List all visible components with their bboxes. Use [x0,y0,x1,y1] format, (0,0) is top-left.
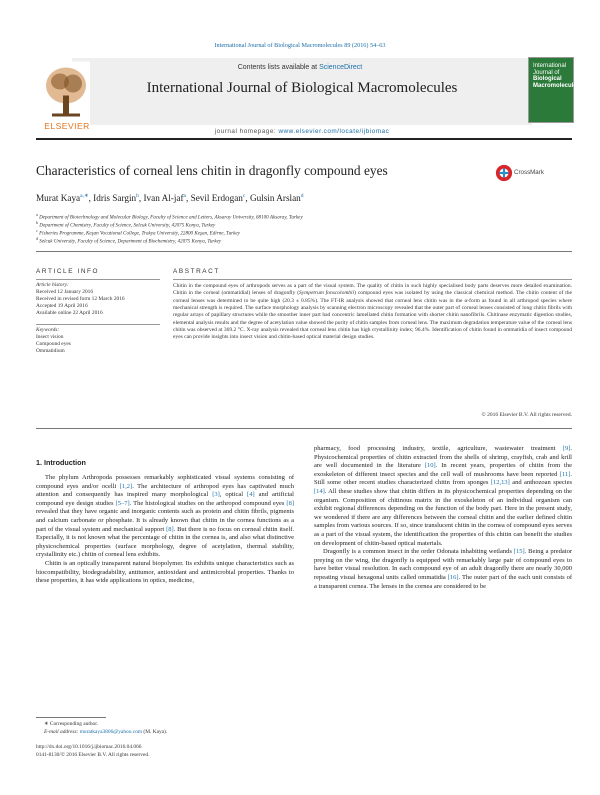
doi-link[interactable]: http://dx.doi.org/10.1016/j.ijbiomac.2016.04.066 [36,744,142,750]
keywords-rule [36,324,160,325]
issn-copyright: 0141-8130/© 2016 Elsevier B.V. All rights reserved. [36,752,150,758]
author-list [36,193,304,203]
section-heading-introduction: 1. Introduction [36,458,86,467]
affiliation-b: $^b$ Department of Chemistry, Faculty of Science, Selcuk University, 42075 Konya, Turkey [36,220,216,229]
author-affiliation-marker[interactable]: b [136,193,139,199]
journal-citation[interactable]: International Journal of Biological Macromolecules 89 (2016) 54–63 [214,42,386,49]
intro-right-column: pharmacy, food processing industry, textile, agriculture, wastewater treatment [9]. Physicochemical properties of chitin extracted from the shells of shrimp, crayfish, crab and krill are well documented in the literature [10]. In recent years, properties of chitin from the exoskeleton of different insect species and the cell wall of mushrooms have been reported [11]. Still some other recent studies characterized chitin from sponges [12,13] and anthozoan species [14]. All these studies show that chitin differs in its physicochemical properties depending on the organism. Composition of chitinous matrix in the exoskeleton of an individual organism can exhibit regional differences depending on the function of the body part. Here in the present study, we wondered if there are any differences between the corneal chitin and the earlier defined chitin samples from various sources. If so, since translucent chitin in the cornea of compound eyes serves as a part of the visual system, the identification the properties of this chitin can benefit the studies on development of chitin-based optical materials. Dragonfly is a common insect in the order Odonata inhabiting wetlands [15]. Being a predator preying on the wing, the dragonfly is equipped with remarkably large pair of compound eyes to have better visual resolution. In each compound eye of an adult dragonfly there are nearly 30,000 repeating visual hexagonal units called ommatidia [16]. The outer part of the each unit consists of a transparent cornea. The lenses in the cornea are considered to be [314,445,572,590]
author-affiliation-marker[interactable]: d [300,193,304,199]
article-info-heading: ARTICLE INFO [36,268,100,275]
author-separator: , [186,193,191,204]
author-separator: , [245,193,250,204]
author-affiliation-marker[interactable]: a,∗ [80,193,89,199]
author-name[interactable]: Ivan Al-jaf [143,193,184,204]
journal-cover-thumbnail[interactable]: International Journal of Biological Macromolecules [528,57,574,123]
article-history: Article history: Received 12 January 2016 Received in revised form 12 March 2016 Accepted 19 April 2016 Available online 22 April 2016 [36,282,125,317]
author-name[interactable]: Gulsin Arslan [249,193,301,204]
citation-link[interactable]: [9] [562,445,571,452]
contents-available: Contents lists available at ScienceDirect [237,64,363,71]
abstract-heading: ABSTRACT [173,268,220,275]
article-info-rule [36,279,160,280]
journal-homepage: journal homepage: www.elsevier.com/locate/ijbiomac [214,128,390,135]
citation-link[interactable]: [8] [166,525,174,533]
intro-left-column: The phylum Arthropoda possesses remarkably sophisticated visual systems consisting of compound eyes and/or ocelli [1,2]. The architecture of arthropod eyes has captivated much attention and consequently has inspired many morphological [3], optical [4] and artificial compound eye design studies [5–7]. The histological studies on the arthropod compound eyes [8] revealed that they have organic and inorganic contents such as protein and chitin fibrils, pigments and calcium carbonate or phosphate. It is already known that chitin in the cornea functions as a part of the visual system and mechanical support [8]. But there is no focus on corneal chitin itself. Especially, it is not known what the percentage of chitin in the cornea is, and also what distinctive physicochemical properties (surface morphology, degree of acetylation, thermal stability, crystallinity etc.) chitin of corneal lens exhibits. Chitin is an optically transparent natural biopolymer. Its exhibits unique characteristics such as biocompatibility, biodegradability, antitumor, antioxidant and antimicrobial properties. Thanks to these properties, it has wide applications in optics, medicine, [36,474,294,585]
corresponding-author-note: ∗ Corresponding author. [44,721,99,727]
citation-link[interactable]: [5–7] [115,499,130,507]
keyword: Compound eyes [36,341,71,348]
citation-link[interactable]: [8] [286,499,294,507]
sciencedirect-link[interactable]: ScienceDirect [319,64,363,71]
header-divider [36,138,572,140]
citation-link[interactable]: [1,2] [119,482,133,490]
author-separator: , [138,193,144,204]
author-affiliation-marker[interactable]: a [183,193,186,199]
crossmark-label[interactable]: CrossMark [514,169,544,176]
keyword: Ommatidium [36,348,65,355]
citation-link[interactable]: [3] [212,491,220,499]
footnote-rule [36,717,106,718]
affiliation-c: $^c$ Fisheries Programme, Keşan Vocational College, Trakya University, 22800 Keşan, Edirne, Turkey [36,228,240,237]
keywords-block: Keywords: Insect vision Compound eyes Ommatidium [36,327,71,355]
citation-link[interactable]: [16] [447,573,459,581]
email-link[interactable]: muratkaya3806@yahoo.com [79,729,143,735]
journal-name: International Journal of Biological Macromolecules [146,80,458,96]
citation-link[interactable]: [12,13] [490,479,510,487]
affiliation-a: $^a$ Department of Biotechnology and Molecular Biology, Faculty of Science and Letters, Aksaray University, 68100 Aksaray, Turkey [36,212,303,221]
affiliation-divider [36,251,572,252]
elsevier-tree-logo [42,57,90,130]
crossmark-icon[interactable] [495,164,513,182]
affiliation-d: $^d$ Selcuk University, Faculty of Science, Department of Biochemistry, 42075 Konya, Turkey [36,236,222,245]
author-name[interactable]: Murat Kaya [36,193,81,204]
homepage-url-link[interactable]: www.elsevier.com/locate/ijbiomac [278,128,390,135]
author-affiliation-marker[interactable]: c [242,193,246,199]
author-name[interactable]: Idris Sargin [93,193,137,204]
citation-link[interactable]: [10] [424,462,436,470]
author-separator: , [88,193,94,204]
citation-link[interactable]: [11] [559,470,571,478]
email-note: E-mail address: muratkaya3806@yahoo.com (M. Kaya). [44,729,168,735]
citation-link[interactable]: [4] [247,491,255,499]
citation-link[interactable]: [14] [314,487,325,495]
elsevier-wordmark: ELSEVIER [44,121,90,131]
abstract-body: Chitin in the compound eyes of arthropods serves as a part of the visual system. The quality of chitin in such highly specialised body parts deserves more detailed examination. Chitin in the corneal (ommatidial) lenses of dragonfly (Sympetrum fonscolombii) compound eyes was isolated by using the classical chemical method. The chitin content of the corneal lenses was determined to be quite high (20.3 ± 0.85%). The FT-IR analysis showed that corneal lens chitin was in the α-form as found in all arthropod species where mechanical strength is required. The surface morphology analysis by scanning electron microscopy revealed that the outer part of corneal lenses consisted of long chitin fibrils with regular arrays of papillary structures while the smoother inner part had concentric lamellated chitin formation with shorter chitin nanofibrils. Chitinase enzymatic digestion studies, elemental analysis results and the degree of acetylation value showed the purity of chitin samples from corneal lens. The maximum degradation temperature value of the corneal lens chitin was observed at 369.2 °C. X-ray analysis revealed that corneal lens chitin has high crystallinity index; 96.4%. Identification of chitin found in ommatidia of insect compound eyes can provide insights into insect vision and chitin-based optical material design studies. [173,283,572,341]
abstract-copyright: © 2016 Elsevier B.V. All rights reserved. [481,412,572,418]
article-title: Characteristics of corneal lens chitin in dragonfly compound eyes [36,163,388,178]
keyword: Insect vision [36,334,64,341]
citation-link[interactable]: [15] [513,548,525,556]
abstract-divider [36,428,572,429]
abstract-rule-top [173,279,572,280]
author-name[interactable]: Sevil Erdogan [190,193,243,204]
